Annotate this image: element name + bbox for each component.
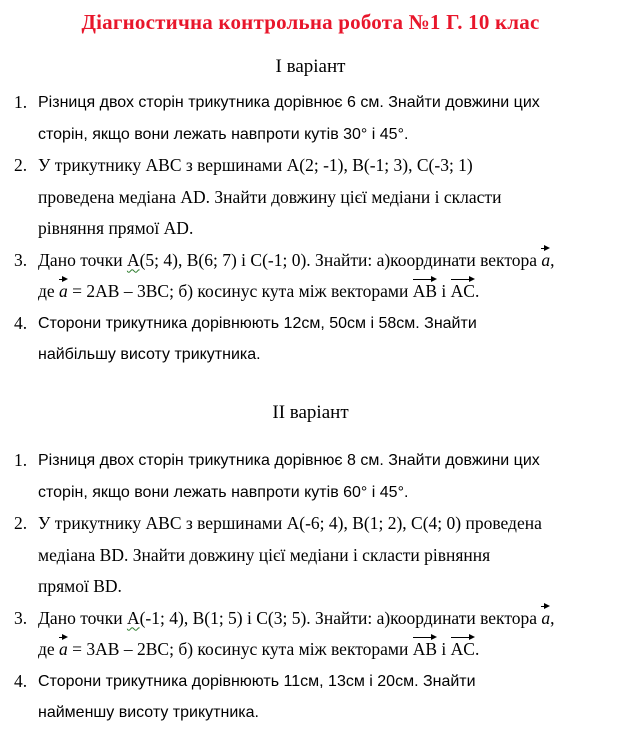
vector-a: a [59,276,68,308]
vector-equation: = 3AB – 2BC; [67,639,174,659]
task-item: 1. Різниця двох сторін трикутника дорівнює 6 см. Знайти довжини цих сторін, якщо вони лежать навпроти кутів 30° і 45°. [14,92,540,143]
task-item: 4. Сторони трикутника дорівнюють 12см, 50см і 58см. Знайти найбільшу висоту трикутника. [14,312,477,363]
vector-ab: AB [413,634,437,666]
document-title: Діагностична контрольна робота №1 Г. 10 клас [81,10,540,34]
vector-ac: AC [451,634,475,666]
vector-ac: AC [451,276,475,308]
point-a-label: A [126,607,140,628]
task-item: 1. Різниця двох сторін трикутника дорівнює 8 см. Знайти довжини цих сторін, якщо вони лежать навпроти кутів 60° і 45°. [14,450,540,501]
task-item: 3. Дано точки A(-1; 4), B(1; 5) і С(3; 5). Знайти: а)координати вектора a, де a = 3AB – 2BC; б) косинус кута між векторами AB і AC. [0,603,621,666]
variant-1-heading: І варіант [275,56,346,77]
task-item: 2. У трикутнику ABC з вершинами A(-6; 4), B(1; 2), C(4; 0) проведена медіана BD. Знайти довжину цієї медіани і скласти рівняння прямої BD. [14,513,542,596]
vector-equation: = 2AB – 3BC; [67,281,174,301]
vector-a: a [541,245,550,277]
task-item: 4. Сторони трикутника дорівнюють 11см, 13см і 20см. Знайти найменшу висоту трикутника. [14,670,476,721]
variant-2-heading: ІІ варіант [272,402,349,423]
vector-a: a [541,603,550,635]
point-a-label: A [126,249,140,270]
variant-1-tasks [0,87,621,371]
vector-a: a [59,634,68,666]
vector-ab: AB [413,276,437,308]
task-item: 2. У трикутнику ABC з вершинами A(2; -1), B(-1; 3), C(-3; 1) проведена медіана AD. Знайти довжину цієї медіани і скласти рівняння прямої AD. [14,155,502,238]
task-item: 3. Дано точки A(5; 4), B(6; 7) і С(-1; 0). Знайти: а)координати вектора a, де a = 2AB – 3BC; б) косинус кута між векторами AB і AC. [0,245,621,308]
variant-2-tasks [0,445,621,729]
